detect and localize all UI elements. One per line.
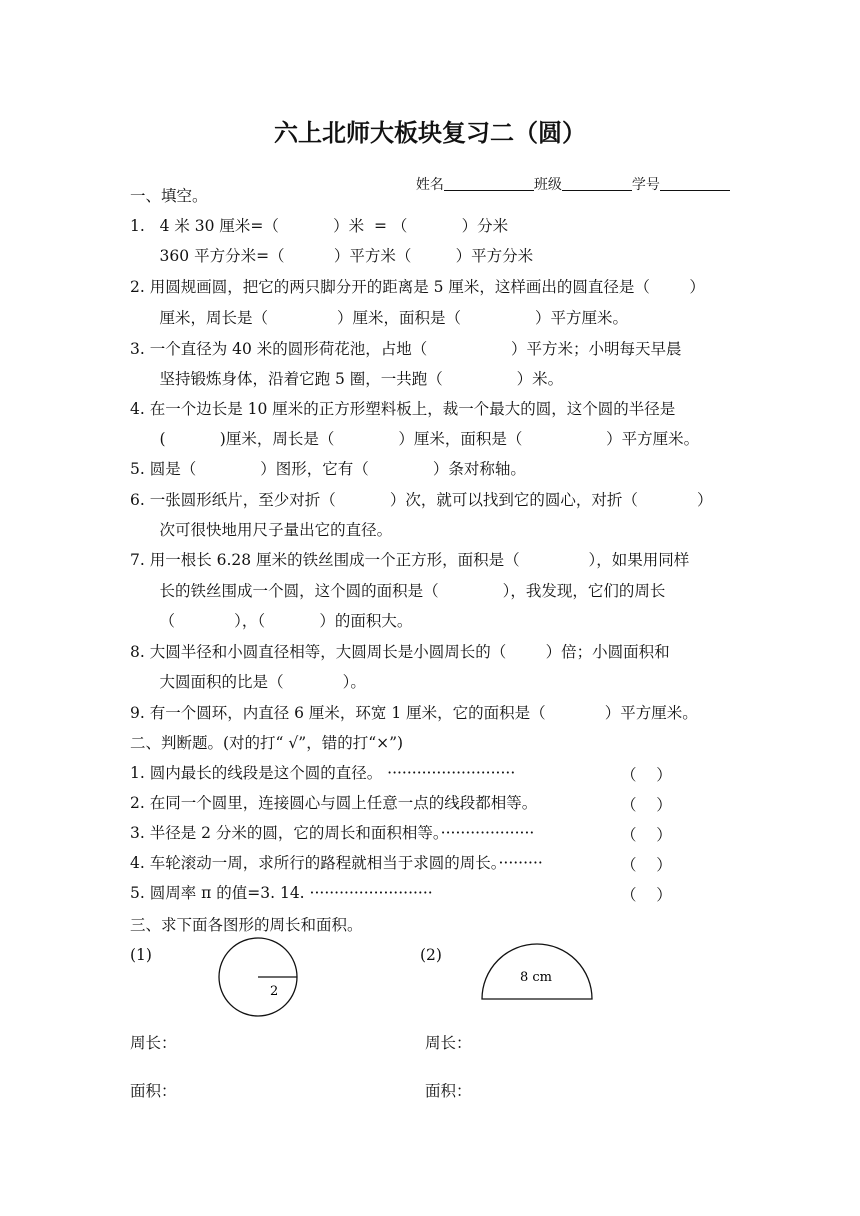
fill-line-17: 9. 有一个圆环，内直径 6 厘米，环宽 1 厘米，它的面积是（ ）平方厘米。 (130, 704, 698, 722)
semicircle-figure (480, 941, 594, 1001)
fill-line-7: 4. 在一个边长是 10 厘米的正方形塑料板上，裁一个最大的圆，这个圆的半径是 (130, 400, 676, 418)
judge-item-3: 3. 半径是 2 分米的圆，它的周长和面积相等。··················· (130, 824, 535, 842)
judge-bracket-3[interactable]: （ ） (621, 826, 672, 844)
area-label-2: 面积： (425, 1082, 472, 1100)
judge-bracket-5[interactable]: （ ） (621, 886, 672, 904)
fill-line-10: 6. 一张圆形纸片，至少对折（ ）次，就可以找到它的圆心，对折（ ） (130, 491, 713, 509)
radius-label: 2 (270, 984, 279, 999)
perimeter-label-2: 周长： (425, 1034, 472, 1052)
page-title: 六上北师大板块复习二（圆） (274, 119, 586, 147)
area-label-1: 面积： (130, 1082, 177, 1100)
judge-bracket-1[interactable]: （ ） (621, 766, 672, 784)
fill-line-6: 坚持锻炼身体，沿着它跑 5 圈，一共跑（ ）米。 (130, 370, 564, 388)
figure1-label: (1) (130, 946, 152, 964)
fill-line-8: ( )厘米，周长是（ ）厘米，面积是（ ）平方厘米。 (130, 430, 700, 448)
class-label: 班级 (533, 177, 562, 193)
fill-line-4: 厘米，周长是（ ）厘米，面积是（ ）平方厘米。 (130, 309, 628, 327)
judge-item-2: 2. 在同一个圆里，连接圆心与圆上任意一点的线段都相等。 (130, 794, 538, 812)
circle-figure (218, 937, 302, 1021)
fill-line-1: 1. 4 米 30 厘米=（ ）米 = （ ）分米 (130, 217, 509, 235)
fill-line-9: 5. 圆是（ ）图形，它有（ ）条对称轴。 (130, 460, 526, 478)
fill-line-3: 2. 用圆规画圆，把它的两只脚分开的距离是 5 厘米，这样画出的圆直径是（ ） (130, 278, 705, 296)
fill-line-5: 3. 一个直径为 40 米的圆形荷花池，占地（ ）平方米；小明每天早晨 (130, 340, 682, 358)
judge-item-1: 1. 圆内最长的线段是这个圆的直径。 ·························· (130, 764, 516, 782)
judge-bracket-4[interactable]: （ ） (621, 856, 672, 874)
fill-line-12: 7. 用一根长 6.28 厘米的铁丝围成一个正方形，面积是（ ），如果用同样 (130, 551, 690, 569)
section2-heading: 二、判断题。(对的打“ √”，错的打“×”) (130, 734, 404, 752)
class-blank[interactable] (562, 176, 632, 191)
name-blank[interactable] (444, 176, 534, 191)
figure2-label: (2) (420, 946, 442, 964)
fill-line-11: 次可很快地用尺子量出它的直径。 (130, 521, 393, 539)
judge-bracket-2[interactable]: （ ） (621, 796, 672, 814)
fill-line-2: 360 平方分米=（ ）平方米（ ）平方分米 (130, 247, 534, 265)
fill-line-15: 8. 大圆半径和小圆直径相等，大圆周长是小圆周长的（ ）倍；小圆面积和 (130, 643, 670, 661)
student-info-bar (407, 158, 730, 194)
fill-line-16: 大圆面积的比是（ ）。 (130, 673, 366, 691)
number-blank[interactable] (660, 176, 730, 191)
judge-item-5: 5. 圆周率 π 的值=3. 14. ························· (130, 884, 433, 902)
diameter-label: 8 cm (520, 970, 553, 985)
perimeter-label-1: 周长： (130, 1034, 177, 1052)
name-label: 姓名 (415, 177, 444, 193)
section3-heading: 三、求下面各图形的周长和面积。 (130, 916, 363, 934)
fill-line-13: 长的铁丝围成一个圆，这个圆的面积是（ ），我发现，它们的周长 (130, 582, 666, 600)
fill-line-14: （ ），（ ）的面积大。 (130, 612, 413, 630)
judge-item-4: 4. 车轮滚动一周，求所行的路程就相当于求圆的周长。········· (130, 854, 543, 872)
number-label: 学号 (631, 177, 660, 193)
section1-heading: 一、填空。 (130, 187, 208, 205)
